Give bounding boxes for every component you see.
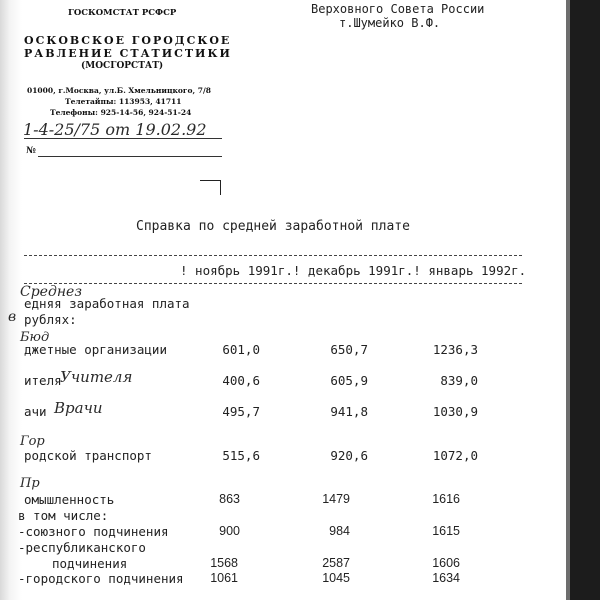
- row-value-jan: 1236,3: [432, 342, 478, 357]
- row-value-nov: 863: [219, 492, 240, 506]
- addressee-line2: т.Шумейко В.Ф.: [339, 16, 441, 30]
- org-name-line2: РАВЛЕНИЕ СТАТИСТИКИ: [24, 47, 232, 60]
- org-phones: Телефоны: 925-14-56, 924-51-24: [50, 108, 192, 117]
- table-column-headers: ! ноябрь 1991г.! декабрь 1991г.! январь 1992г.: [180, 263, 527, 278]
- table-header-rule: [24, 283, 522, 284]
- row-hand-note: Учителя: [60, 368, 133, 386]
- number-underline: [38, 156, 222, 157]
- agency-name: ГОСКОМСТАТ РСФСР: [68, 8, 177, 18]
- row-value-jan: 1616: [432, 492, 460, 506]
- row-label: -республиканского: [18, 540, 146, 555]
- org-name-line1: ОСКОВСКОЕ ГОРОДСКОЕ: [24, 34, 232, 47]
- row-label: омышленность: [24, 492, 115, 507]
- subtitle-handwritten-2: в: [8, 309, 17, 325]
- scan-edge-right: [570, 0, 600, 600]
- subtitle-typed-2: рублях:: [24, 312, 77, 327]
- row-label: ителя: [24, 373, 62, 388]
- row-hand-note: Бюд: [20, 330, 50, 345]
- row-hand-note: Пр: [20, 476, 40, 491]
- table-top-rule: [24, 255, 522, 256]
- row-value-dec: 605,9: [330, 373, 368, 388]
- row-value-dec: 2587: [322, 556, 350, 570]
- row-label: родской транспорт: [24, 448, 152, 463]
- row-value-dec: 1045: [322, 571, 350, 585]
- row-value-nov: 601,0: [222, 342, 260, 357]
- row-value-dec: 920,6: [330, 448, 368, 463]
- reference-number-handwritten: 1-4-25/75 от 19.02.92: [23, 120, 207, 139]
- corner-mark: [200, 180, 221, 195]
- row-value-nov: 400,6: [222, 373, 260, 388]
- row-value-dec: 941,8: [330, 404, 368, 419]
- row-value-jan: 1634: [432, 571, 460, 585]
- row-value-nov: 1568: [210, 556, 238, 570]
- row-value-nov: 495,7: [222, 404, 260, 419]
- row-value-jan: 1072,0: [432, 448, 478, 463]
- reference-underline: [24, 138, 222, 139]
- row-value-nov: 900: [219, 524, 240, 538]
- org-name-line3: (МОСГОРСТАТ): [81, 61, 164, 71]
- row-value-nov: 1061: [210, 571, 238, 585]
- row-value-dec: 650,7: [330, 342, 368, 357]
- row-label: -городского подчинения: [18, 571, 184, 586]
- row-value-nov: 515,6: [222, 448, 260, 463]
- row-label: в том числе:: [18, 508, 109, 523]
- row-hand-note: Врачи: [54, 399, 103, 417]
- row-label: джетные организации: [24, 342, 167, 357]
- row-value-jan: 1606: [432, 556, 460, 570]
- subtitle-typed: едняя заработная плата: [24, 296, 190, 311]
- org-teletype: Телетайпы: 113953, 41711: [65, 97, 182, 106]
- row-value-dec: 1479: [322, 492, 350, 506]
- row-value-jan: 1615: [432, 524, 460, 538]
- row-label: -союзного подчинения: [18, 524, 169, 539]
- row-value-dec: 984: [329, 524, 350, 538]
- row-label: подчинения: [52, 556, 128, 571]
- row-value-jan: 839,0: [440, 373, 478, 388]
- org-address: 01000, г.Москва, ул.Б. Хмельницкого, 7/8: [27, 86, 211, 95]
- row-value-jan: 1030,9: [432, 404, 478, 419]
- row-label: ачи: [24, 404, 47, 419]
- addressee-line1: Верховного Совета России: [311, 2, 485, 16]
- subtitle-handwritten: Среднез: [20, 284, 82, 300]
- row-hand-note: Гор: [20, 434, 45, 449]
- document-title: Справка по средней заработной плате: [136, 219, 410, 234]
- number-label: №: [26, 146, 36, 156]
